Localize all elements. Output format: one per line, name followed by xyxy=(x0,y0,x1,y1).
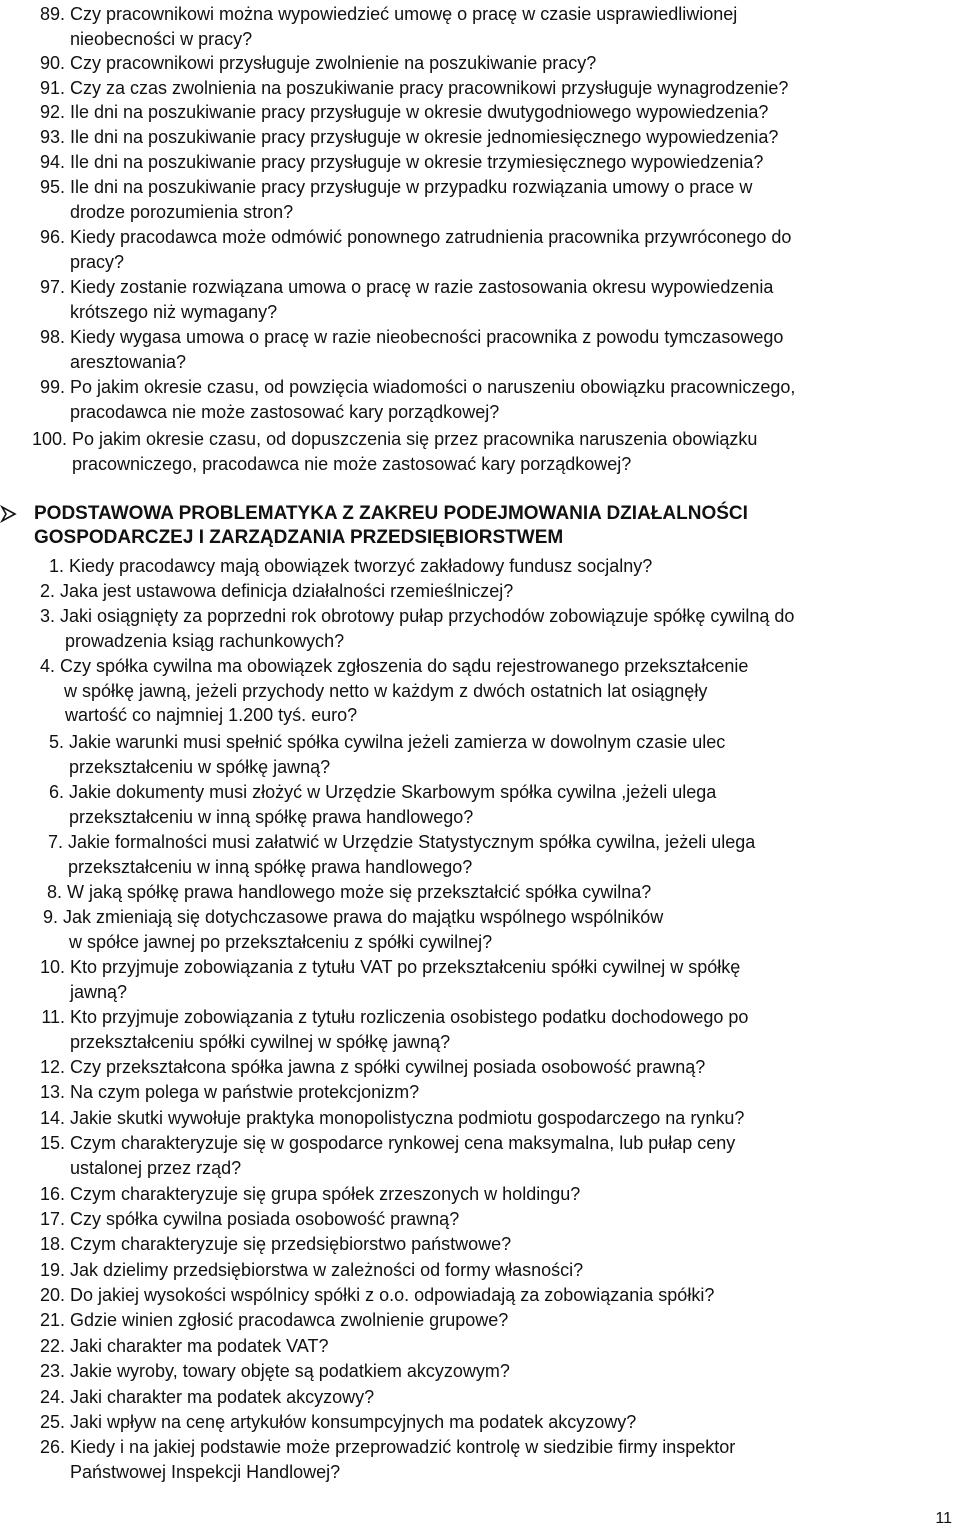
question-text-line: Czy spółka cywilna posiada osobowość prawną? xyxy=(70,1209,460,1229)
question-text-line: drodze porozumienia stron? xyxy=(70,201,294,222)
question-100 xyxy=(31,427,758,476)
question-13 xyxy=(39,1080,420,1105)
question-number: 94. xyxy=(39,152,65,172)
question-number: 10. xyxy=(39,957,65,977)
question-text-line: w spółce jawnej po przekształceniu z spółki cywilnej? xyxy=(69,931,493,952)
question-93 xyxy=(39,125,779,150)
question-1 xyxy=(48,554,653,579)
question-number: 7. xyxy=(47,832,63,852)
question-text-line: Czy spółka cywilna ma obowiązek zgłoszenia do sądu rejestrowanego przekształcenie xyxy=(60,656,749,676)
question-text-line: Państwowej Inspekcji Handlowej? xyxy=(70,1461,341,1482)
question-number: 98. xyxy=(39,327,65,347)
question-22 xyxy=(39,1334,329,1359)
question-number: 12. xyxy=(39,1057,65,1077)
question-14 xyxy=(39,1106,745,1131)
question-18 xyxy=(39,1232,512,1257)
question-number: 21. xyxy=(39,1310,65,1330)
question-text-line: Czy pracownikowi przysługuje zwolnienie na poszukiwanie pracy? xyxy=(70,53,597,73)
question-number: 90. xyxy=(39,53,65,73)
question-number: 8. xyxy=(46,882,62,902)
question-text-line: Jak dzielimy przedsiębiorstwa w zależności od formy własności? xyxy=(70,1260,584,1280)
question-7 xyxy=(47,830,756,879)
question-text-line: Kiedy pracodawca może odmówić ponownego zatrudnienia pracownika przywróconego do xyxy=(70,227,792,247)
question-text-line: krótszego niż wymagany? xyxy=(70,301,278,322)
question-text-line: Na czym polega w państwie protekcjonizm? xyxy=(70,1082,420,1102)
question-text-line: Jakie warunki musi spełnić spółka cywilna jeżeli zamierza w dowolnym czasie ulec xyxy=(69,732,726,752)
question-number: 92. xyxy=(39,102,65,122)
question-number: 6. xyxy=(48,782,64,802)
question-text-line: Czy za czas zwolnienia na poszukiwanie pracy pracownikowi przysługuje wynagrodzenie? xyxy=(70,78,789,98)
question-text-line: aresztowania? xyxy=(70,351,187,372)
question-12 xyxy=(39,1055,706,1080)
question-26 xyxy=(39,1435,736,1484)
question-94 xyxy=(39,150,764,175)
question-text-line: Kiedy zostanie rozwiązana umowa o pracę w razie zastosowania okresu wypowiedzenia xyxy=(70,277,774,297)
question-number: 24. xyxy=(39,1387,65,1407)
question-text-line: Po jakim okresie czasu, od dopuszczenia się przez pracownika naruszenia obowiązku xyxy=(72,429,758,449)
question-text-line: Czym charakteryzuje się w gospodarce rynkowej cena maksymalna, lub pułap ceny xyxy=(70,1133,736,1153)
question-10 xyxy=(39,955,741,1004)
question-97 xyxy=(39,275,774,324)
question-text-line: Jaki charakter ma podatek VAT? xyxy=(70,1336,329,1356)
question-text-line: Kto przyjmuje zobowiązania z tytułu rozliczenia osobistego podatku dochodowego po xyxy=(70,1007,749,1027)
question-number: 97. xyxy=(39,277,65,297)
section-heading xyxy=(34,502,748,550)
question-text-line: przekształceniu w spółkę jawną? xyxy=(69,756,331,777)
question-92 xyxy=(39,100,769,125)
question-text-line: Ile dni na poszukiwanie pracy przysługuje w okresie trzymiesięcznego wypowiedzenia? xyxy=(70,152,764,172)
question-number: 96. xyxy=(39,227,65,247)
question-text-line: Jakie formalności musi załatwić w Urzędzie Statystycznym spółka cywilna, jeżeli ulega xyxy=(68,832,756,852)
arrowhead-bullet-icon xyxy=(0,505,18,523)
question-23 xyxy=(39,1359,510,1384)
question-number: 93. xyxy=(39,127,65,147)
question-text-line: jawną? xyxy=(70,981,128,1002)
question-21 xyxy=(39,1308,509,1333)
question-text-line: Czy przekształcona spółka jawna z spółki cywilnej posiada osobowość prawną? xyxy=(70,1057,706,1077)
question-text-line: Jaki osiągnięty za poprzedni rok obrotowy pułap przychodów zobowiązuje spółkę cywilną do xyxy=(60,606,795,626)
question-24 xyxy=(39,1385,375,1410)
question-6 xyxy=(48,780,717,829)
question-text-line: przekształceniu spółki cywilnej w spółkę jawną? xyxy=(70,1031,451,1052)
question-text-line: Kiedy pracodawcy mają obowiązek tworzyć zakładowy fundusz socjalny? xyxy=(69,556,653,576)
question-number: 1. xyxy=(48,556,64,576)
question-number: 13. xyxy=(39,1082,65,1102)
question-number: 16. xyxy=(39,1184,65,1204)
question-text-line: Gdzie winien zgłosić pracodawca zwolnienie grupowe? xyxy=(70,1310,509,1330)
section-heading-line: GOSPODARCZEJ I ZARZĄDZANIA PRZEDSIĘBIORSTWEM xyxy=(34,527,564,548)
question-text-line: w spółkę jawną, jeżeli przychody netto w każdym z dwóch ostatnich lat osiągnęły xyxy=(64,680,708,701)
question-15 xyxy=(39,1131,736,1180)
question-number: 19. xyxy=(39,1260,65,1280)
question-25 xyxy=(39,1410,637,1435)
question-99 xyxy=(39,375,796,424)
question-number: 91. xyxy=(39,78,65,98)
question-number: 20. xyxy=(39,1285,65,1305)
question-4 xyxy=(39,654,749,728)
question-number: 23. xyxy=(39,1361,65,1381)
question-text-line: Kiedy wygasa umowa o pracę w razie nieobecności pracownika z powodu tymczasowego xyxy=(70,327,784,347)
question-text-line: Jaki charakter ma podatek akcyzowy? xyxy=(70,1387,375,1407)
question-number: 2. xyxy=(39,581,55,601)
question-text-line: Po jakim okresie czasu, od powzięcia wiadomości o naruszeniu obowiązku pracowniczego, xyxy=(70,377,796,397)
question-text-line: W jaką spółkę prawa handlowego może się przekształcić spółka cywilna? xyxy=(67,882,652,902)
question-19 xyxy=(39,1258,584,1283)
question-number: 11. xyxy=(41,1007,65,1027)
question-96 xyxy=(39,225,792,274)
question-text-line: Jakie dokumenty musi złożyć w Urzędzie Skarbowym spółka cywilna ,jeżeli ulega xyxy=(69,782,717,802)
question-text-line: pracy? xyxy=(70,251,125,272)
question-number: 26. xyxy=(39,1437,65,1457)
question-text-line: wartość co najmniej 1.200 tyś. euro? xyxy=(65,705,358,725)
question-text-line: prowadzenia ksiąg rachunkowych? xyxy=(65,630,345,651)
question-text-line: Kiedy i na jakiej podstawie może przeprowadzić kontrolę w siedzibie firmy inspektor xyxy=(70,1437,736,1457)
question-text-line: nieobecności w pracy? xyxy=(70,28,253,49)
question-text-line: Ile dni na poszukiwanie pracy przysługuje w okresie dwutygodniowego wypowiedzenia? xyxy=(70,102,769,122)
question-20 xyxy=(39,1283,715,1308)
question-8 xyxy=(46,880,652,905)
question-5 xyxy=(48,730,726,779)
question-text-line: Czym charakteryzuje się grupa spółek zrzeszonych w holdingu? xyxy=(70,1184,581,1204)
question-number: 4. xyxy=(39,656,55,676)
question-text-line: pracodawca nie może zastosować kary porządkowej? xyxy=(70,401,500,422)
question-number: 17. xyxy=(39,1209,65,1229)
question-89 xyxy=(39,2,738,51)
question-text-line: przekształceniu w inną spółkę prawa handlowego? xyxy=(68,856,473,877)
question-number: 22. xyxy=(39,1336,65,1356)
question-2 xyxy=(39,579,514,604)
question-number: 95. xyxy=(39,177,65,197)
question-text-line: Jak zmieniają się dotychczasowe prawa do majątku wspólnego wspólników xyxy=(63,907,664,927)
section-heading-line: PODSTAWOWA PROBLEMATYKA Z ZAKREU PODEJMOWANIA DZIAŁALNOŚCI xyxy=(34,503,748,524)
question-number: 3. xyxy=(39,606,55,626)
question-number: 14. xyxy=(39,1108,65,1128)
question-text-line: Ile dni na poszukiwanie pracy przysługuje w okresie jednomiesięcznego wypowiedzenia? xyxy=(70,127,779,147)
question-text-line: Czy pracownikowi można wypowiedzieć umowę o pracę w czasie usprawiedliwionej xyxy=(70,4,738,24)
question-number: 15. xyxy=(39,1133,65,1153)
question-95 xyxy=(39,175,753,224)
question-number: 99. xyxy=(39,377,65,397)
page-number: 11 xyxy=(935,1510,952,1527)
question-90 xyxy=(39,51,597,76)
question-number: 25. xyxy=(39,1412,65,1432)
question-number: 9. xyxy=(42,907,58,927)
question-text-line: Jaka jest ustawowa definicja działalności rzemieślniczej? xyxy=(60,581,514,601)
question-text-line: Ile dni na poszukiwanie pracy przysługuje w przypadku rozwiązania umowy o prace w xyxy=(70,177,753,197)
question-text-line: Jakie wyroby, towary objęte są podatkiem akcyzowym? xyxy=(70,1361,510,1381)
question-91 xyxy=(39,76,789,101)
question-98 xyxy=(39,325,784,374)
question-3 xyxy=(39,604,795,653)
question-11 xyxy=(41,1005,749,1054)
question-text-line: Jakie skutki wywołuje praktyka monopolistyczna podmiotu gospodarczego na rynku? xyxy=(70,1108,745,1128)
question-17 xyxy=(39,1207,460,1232)
question-16 xyxy=(39,1182,581,1207)
question-9 xyxy=(42,905,664,954)
question-number: 100. xyxy=(31,429,67,449)
question-number: 89. xyxy=(39,4,65,24)
question-text-line: Do jakiej wysokości wspólnicy spółki z o.o. odpowiadają za zobowiązania spółki? xyxy=(70,1285,715,1305)
question-text-line: przekształceniu w inną spółkę prawa handlowego? xyxy=(69,806,474,827)
question-text-line: pracowniczego, pracodawca nie może zastosować kary porządkowej? xyxy=(72,453,632,474)
question-text-line: Kto przyjmuje zobowiązania z tytułu VAT po przekształceniu spółki cywilnej w spółkę xyxy=(70,957,741,977)
question-number: 5. xyxy=(48,732,64,752)
question-text-line: Czym charakteryzuje się przedsiębiorstwo państwowe? xyxy=(70,1234,512,1254)
question-text-line: Jaki wpływ na cenę artykułów konsumpcyjnych ma podatek akcyzowy? xyxy=(70,1412,637,1432)
question-text-line: ustalonej przez rząd? xyxy=(70,1157,242,1178)
question-number: 18. xyxy=(39,1234,65,1254)
